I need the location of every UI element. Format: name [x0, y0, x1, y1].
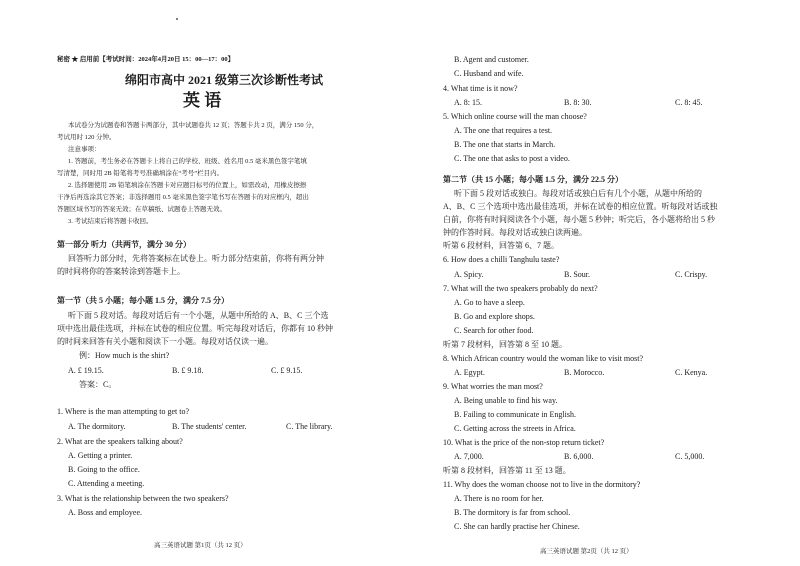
- q5-option-a: A. The one that requires a test.: [454, 126, 553, 135]
- q2-option-a: A. Getting a printer.: [68, 451, 133, 460]
- school-exam-title: 绵阳市高中 2021 级第三次诊断性考试: [125, 73, 324, 87]
- listen-instruction: 听第 7 段材料，回答第 8 至 10 题。: [443, 340, 567, 349]
- listen-instruction: 听第 6 段材料，回答第 6、7 题。: [443, 241, 559, 250]
- section2-title: 第二节（共 15 小题；每小题 1.5 分，满分 22.5 分）: [443, 175, 623, 184]
- subject-title: 英 语: [183, 91, 222, 110]
- q11-option-a: A. There is no room for her.: [454, 494, 544, 503]
- question-7: 7. What will the two speakers probably do next?: [443, 284, 598, 293]
- q1-option-c: C. The library.: [286, 422, 333, 431]
- example-option: A. £ 19.15.: [68, 366, 104, 375]
- scan-speck: [176, 18, 178, 20]
- right-page: [400, 0, 800, 566]
- listen-instruction: 听第 8 段材料，回答第 11 至 13 题。: [443, 466, 571, 475]
- question-3: 3. What is the relationship between the two speakers?: [57, 494, 229, 503]
- note-line: 写清楚，同时用 2B 铅笔将考号准确填涂在“考号”栏目内。: [57, 170, 224, 177]
- question-11: 11. Why does the woman choose not to live in the dormitory?: [443, 480, 641, 489]
- q6-option-b: B. Sour.: [564, 270, 591, 279]
- section2-desc: 白前，你将有时间阅读各个小题，每小题 5 秒钟；听完后，各小题将给出 5 秒: [443, 215, 715, 224]
- part1-desc: 的时间将你的答案转涂到答题卡上。: [57, 267, 185, 276]
- question-9: 9. What worries the man most?: [443, 382, 543, 391]
- example-option: B. £ 9.18.: [172, 366, 204, 375]
- section1-desc: 项中选出最佳选项，并标在试卷的相应位置。听完每段对话后，你都有 10 秒钟: [57, 324, 333, 333]
- question-4: 4. What time is it now?: [443, 84, 518, 93]
- section1-desc: 的时间来回答有关小题和阅读下一小题。每段对话仅读一遍。: [57, 337, 273, 346]
- q4-option-a: A. 8: 15.: [454, 98, 482, 107]
- part1-desc: 回答听力部分时，先将答案标在试卷上。听力部分结束前，你将有两分钟: [68, 254, 324, 263]
- question-6: 6. How does a chilli Tanghulu taste?: [443, 255, 560, 264]
- q7-option-b: B. Go and explore shops.: [454, 312, 535, 321]
- note-line: 2. 选择题使用 2B 铅笔填涂在答题卡对应题目标号的位置上，如需改动，用橡皮擦擦: [68, 182, 307, 189]
- q6-option-c: C. Crispy.: [675, 270, 708, 279]
- q7-option-c: C. Search for other food.: [454, 326, 534, 335]
- question-10: 10. What is the price of the non-stop return ticket?: [443, 438, 605, 447]
- section1-desc: 听下面 5 段对话。每段对话后有一个小题，从题中所给的 A、B、C 三个选: [68, 311, 329, 320]
- question-2: 2. What are the speakers talking about?: [57, 437, 183, 446]
- q1-option-a: A. The dormitory.: [68, 422, 126, 431]
- q1-option-b: B. The students' center.: [172, 422, 247, 431]
- q9-option-c: C. Getting across the streets in Africa.: [454, 424, 576, 433]
- confidential-header: 秘密 ★ 启用前【考试时间：2024年4月20日 15：00—17：00】: [57, 56, 235, 63]
- q2-option-b: B. Going to the office.: [68, 465, 140, 474]
- section1-title: 第一节（共 5 小题；每小题 1.5 分，满分 7.5 分）: [57, 296, 229, 305]
- q5-option-c: C. The one that asks to post a video.: [454, 154, 570, 163]
- q3-option-c: C. Husband and wife.: [454, 69, 524, 78]
- question-8: 8. Which African country would the woman like to visit most?: [443, 354, 644, 363]
- q2-option-c: C. Attending a meeting.: [68, 479, 145, 488]
- q8-option-b: B. Morocco.: [564, 368, 605, 377]
- q7-option-a: A. Go to have a sleep.: [454, 298, 525, 307]
- q5-option-b: B. The one that starts in March.: [454, 140, 556, 149]
- page-footer: 高三英语试题 第2页（共 12 页）: [540, 548, 633, 555]
- page-footer: 高三英语试题 第1页（共 12 页）: [154, 542, 247, 549]
- q6-option-a: A. Spicy.: [454, 270, 484, 279]
- q8-option-c: C. Kenya.: [675, 368, 708, 377]
- q11-option-b: B. The dormitory is far from school.: [454, 508, 571, 517]
- q4-option-b: B. 8: 30.: [564, 98, 592, 107]
- section2-desc: 听下面 5 段对话或独白。每段对话或独白后有几个小题，从题中所给的: [454, 189, 702, 198]
- intro-line: 考试用时 120 分钟。: [57, 134, 116, 141]
- q8-option-a: A. Egypt.: [454, 368, 485, 377]
- q3-option-b: B. Agent and customer.: [454, 55, 529, 64]
- note-line: 3. 考试结束后将答题卡收回。: [68, 218, 153, 225]
- notes-title: 注意事项：: [68, 146, 101, 153]
- q3-option-a: A. Boss and employee.: [68, 508, 142, 517]
- example-answer: 答案：C。: [79, 380, 117, 389]
- question-1: 1. Where is the man attempting to get to?: [57, 407, 190, 416]
- q10-option-a: A. 7,000.: [454, 452, 484, 461]
- part1-title: 第一部分 听力（共两节，满分 30 分）: [57, 240, 191, 249]
- q9-option-b: B. Failing to communicate in English.: [454, 410, 576, 419]
- section2-desc: 钟的作答时间。每段对话或独白读两遍。: [443, 228, 587, 237]
- intro-line: 本试卷分为试题卷和答题卡两部分，其中试题卷共 12 页；答题卡共 2 页，满分 150 分，: [68, 122, 319, 129]
- example-question: 例：How much is the shirt?: [79, 351, 170, 360]
- q10-option-c: C. 5,000.: [675, 452, 705, 461]
- q11-option-c: C. She can hardly practise her Chinese.: [454, 522, 580, 531]
- example-option: C. £ 9.15.: [271, 366, 303, 375]
- note-line: 1. 答题前，考生务必在答题卡上将自己的学校、班级、姓名用 0.5 毫米黑色签字笔填: [68, 158, 307, 165]
- q9-option-a: A. Being unable to find his way.: [454, 396, 558, 405]
- q10-option-b: B. 6,000.: [564, 452, 594, 461]
- section2-desc: A、B、C 三个选项中选出最佳选项，并标在试卷的相应位置。听每段对话或独: [443, 202, 718, 211]
- q4-option-c: C. 8: 45.: [675, 98, 703, 107]
- note-line: 干净后再选涂其它答案；非选择题用 0.5 毫米黑色签字笔书写在答题卡的对应框内，超出: [57, 194, 309, 201]
- question-5: 5. Which online course will the man choose?: [443, 112, 587, 121]
- note-line: 答题区域书写的答案无效；在草稿纸、试题卷上答题无效。: [57, 206, 226, 213]
